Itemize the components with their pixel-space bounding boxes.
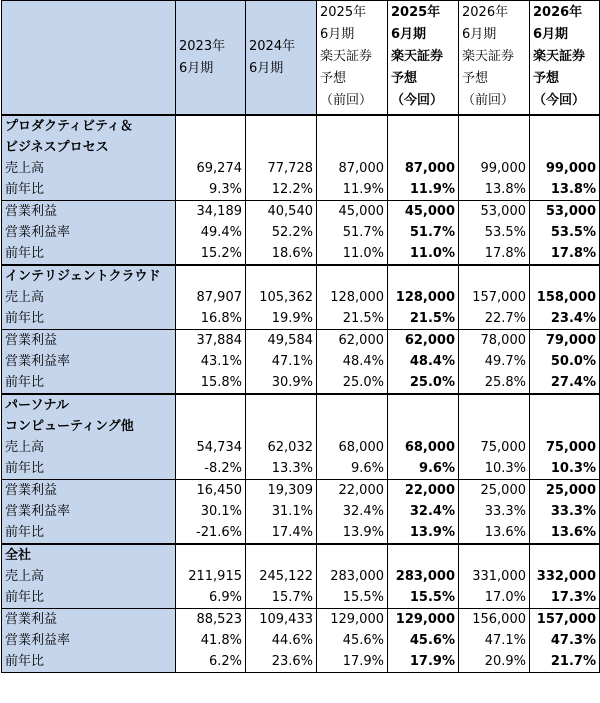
value-cell: 30.9% — [246, 372, 317, 394]
value-cell: 105,362 — [246, 287, 317, 308]
value-cell: 62,000 — [317, 330, 388, 352]
value-cell: 51.7% — [317, 222, 388, 243]
empty-cell — [530, 115, 600, 137]
value-cell: 48.4% — [317, 351, 388, 372]
value-cell: 40,540 — [246, 201, 317, 223]
value-cell: 27.4% — [530, 372, 600, 394]
value-cell: 78,000 — [459, 330, 530, 352]
value-cell: 25.8% — [459, 372, 530, 394]
table-row — [2, 351, 600, 372]
empty-cell — [388, 416, 459, 437]
value-cell: 21.7% — [530, 651, 600, 673]
value-cell: 75,000 — [459, 437, 530, 458]
empty-cell — [459, 115, 530, 137]
empty-cell — [246, 115, 317, 137]
value-cell: 77,728 — [246, 158, 317, 179]
value-cell: 25,000 — [530, 480, 600, 502]
value-cell: 20.9% — [459, 651, 530, 673]
value-cell: 22,000 — [317, 480, 388, 502]
value-cell: 211,915 — [176, 566, 246, 587]
row-label: 営業利益率 — [2, 630, 176, 651]
value-cell: 156,000 — [459, 609, 530, 631]
segment-name: パーソナル — [2, 394, 176, 416]
value-cell: 62,032 — [246, 437, 317, 458]
table-row — [2, 630, 600, 651]
value-cell: -21.6% — [176, 522, 246, 544]
value-cell: 47.3% — [530, 630, 600, 651]
value-cell: 19.9% — [246, 308, 317, 330]
value-cell: 11.9% — [317, 179, 388, 201]
value-cell: 48.4% — [388, 351, 459, 372]
empty-cell — [317, 394, 388, 416]
row-label: 前年比 — [2, 179, 176, 201]
table-body — [2, 115, 600, 673]
value-cell: 87,000 — [317, 158, 388, 179]
value-cell: 12.2% — [246, 179, 317, 201]
value-cell: 15.5% — [317, 587, 388, 609]
header-fy2025-current: 2025年 6月期 楽天証券 予想 （今回） — [388, 1, 459, 116]
segment-header-row — [2, 137, 600, 158]
empty-cell — [317, 416, 388, 437]
value-cell: 15.8% — [176, 372, 246, 394]
empty-cell — [530, 394, 600, 416]
segment-name: プロダクティビティ＆ — [2, 115, 176, 137]
value-cell: 332,000 — [530, 566, 600, 587]
value-cell: 13.9% — [317, 522, 388, 544]
empty-cell — [176, 115, 246, 137]
empty-cell — [459, 137, 530, 158]
table-row — [2, 179, 600, 201]
value-cell: 6.2% — [176, 651, 246, 673]
value-cell: 157,000 — [530, 609, 600, 631]
segment-header-row — [2, 544, 600, 566]
value-cell: 19,309 — [246, 480, 317, 502]
value-cell: 47.1% — [246, 351, 317, 372]
value-cell: 245,122 — [246, 566, 317, 587]
value-cell: 31.1% — [246, 501, 317, 522]
value-cell: 79,000 — [530, 330, 600, 352]
empty-cell — [459, 394, 530, 416]
row-label: 売上高 — [2, 566, 176, 587]
table-row — [2, 522, 600, 544]
forecast-table — [1, 0, 600, 673]
value-cell: 22,000 — [388, 480, 459, 502]
table-row — [2, 222, 600, 243]
empty-cell — [317, 544, 388, 566]
segment-name: インテリジェントクラウド — [2, 265, 176, 287]
empty-cell — [459, 265, 530, 287]
value-cell: 283,000 — [388, 566, 459, 587]
table-row — [2, 651, 600, 673]
table-row — [2, 243, 600, 265]
empty-cell — [246, 394, 317, 416]
row-label: 前年比 — [2, 587, 176, 609]
value-cell: 49.7% — [459, 351, 530, 372]
empty-cell — [388, 115, 459, 137]
table-row — [2, 308, 600, 330]
row-label: 前年比 — [2, 522, 176, 544]
value-cell: 45,000 — [317, 201, 388, 223]
value-cell: 17.0% — [459, 587, 530, 609]
row-label: 営業利益率 — [2, 351, 176, 372]
value-cell: 49.4% — [176, 222, 246, 243]
value-cell: 45.6% — [317, 630, 388, 651]
value-cell: 17.9% — [317, 651, 388, 673]
row-label: 営業利益率 — [2, 501, 176, 522]
table-row — [2, 480, 600, 502]
value-cell: 32.4% — [388, 501, 459, 522]
row-label: 売上高 — [2, 287, 176, 308]
value-cell: 17.4% — [246, 522, 317, 544]
value-cell: 13.6% — [459, 522, 530, 544]
table-row — [2, 287, 600, 308]
value-cell: 47.1% — [459, 630, 530, 651]
row-label: 前年比 — [2, 458, 176, 480]
value-cell: 17.3% — [530, 587, 600, 609]
empty-cell — [176, 265, 246, 287]
table-row — [2, 609, 600, 631]
header-row — [2, 1, 600, 116]
table-row — [2, 587, 600, 609]
value-cell: 99,000 — [530, 158, 600, 179]
value-cell: 16,450 — [176, 480, 246, 502]
value-cell: 9.6% — [317, 458, 388, 480]
value-cell: 15.7% — [246, 587, 317, 609]
table-row — [2, 201, 600, 223]
segment-header-row — [2, 115, 600, 137]
value-cell: 68,000 — [388, 437, 459, 458]
value-cell: 157,000 — [459, 287, 530, 308]
value-cell: 25.0% — [317, 372, 388, 394]
value-cell: 53,000 — [530, 201, 600, 223]
empty-cell — [530, 416, 600, 437]
row-label: 営業利益率 — [2, 222, 176, 243]
segment-header-row — [2, 265, 600, 287]
value-cell: 87,907 — [176, 287, 246, 308]
value-cell: 88,523 — [176, 609, 246, 631]
value-cell: 43.1% — [176, 351, 246, 372]
value-cell: 44.6% — [246, 630, 317, 651]
row-label: 売上高 — [2, 158, 176, 179]
row-label: 前年比 — [2, 308, 176, 330]
value-cell: 21.5% — [388, 308, 459, 330]
empty-cell — [317, 265, 388, 287]
value-cell: 6.9% — [176, 587, 246, 609]
value-cell: 33.3% — [459, 501, 530, 522]
value-cell: 17.9% — [388, 651, 459, 673]
value-cell: 109,433 — [246, 609, 317, 631]
value-cell: 15.2% — [176, 243, 246, 265]
value-cell: 11.0% — [388, 243, 459, 265]
table-row — [2, 372, 600, 394]
value-cell: 23.4% — [530, 308, 600, 330]
empty-cell — [388, 265, 459, 287]
value-cell: 129,000 — [317, 609, 388, 631]
value-cell: 62,000 — [388, 330, 459, 352]
value-cell: 15.5% — [388, 587, 459, 609]
row-label: 営業利益 — [2, 609, 176, 631]
row-label: 営業利益 — [2, 201, 176, 223]
value-cell: 128,000 — [388, 287, 459, 308]
empty-cell — [388, 544, 459, 566]
row-label: 営業利益 — [2, 330, 176, 352]
row-label: 前年比 — [2, 243, 176, 265]
segment-header-row — [2, 416, 600, 437]
value-cell: 13.3% — [246, 458, 317, 480]
value-cell: 99,000 — [459, 158, 530, 179]
table-row — [2, 458, 600, 480]
empty-cell — [530, 137, 600, 158]
value-cell: 21.5% — [317, 308, 388, 330]
value-cell: 331,000 — [459, 566, 530, 587]
empty-cell — [176, 137, 246, 158]
value-cell: 10.3% — [530, 458, 600, 480]
value-cell: 68,000 — [317, 437, 388, 458]
value-cell: 53.5% — [530, 222, 600, 243]
empty-cell — [459, 544, 530, 566]
value-cell: 13.9% — [388, 522, 459, 544]
segment-name: 全社 — [2, 544, 176, 566]
value-cell: 49,584 — [246, 330, 317, 352]
empty-cell — [388, 137, 459, 158]
table-row — [2, 566, 600, 587]
value-cell: 69,274 — [176, 158, 246, 179]
empty-cell — [388, 394, 459, 416]
value-cell: 25,000 — [459, 480, 530, 502]
table-row — [2, 330, 600, 352]
value-cell: 53.5% — [459, 222, 530, 243]
header-fy2026-previous: 2026年 6月期 楽天証券 予想 （前回） — [459, 1, 530, 116]
value-cell: 51.7% — [388, 222, 459, 243]
header-fy2025-previous: 2025年 6月期 楽天証券 予想 （前回） — [317, 1, 388, 116]
table-row — [2, 437, 600, 458]
value-cell: 158,000 — [530, 287, 600, 308]
value-cell: 22.7% — [459, 308, 530, 330]
value-cell: 30.1% — [176, 501, 246, 522]
row-label: 営業利益 — [2, 480, 176, 502]
value-cell: 45.6% — [388, 630, 459, 651]
value-cell: 54,734 — [176, 437, 246, 458]
empty-cell — [530, 544, 600, 566]
value-cell: 32.4% — [317, 501, 388, 522]
empty-cell — [459, 416, 530, 437]
value-cell: 13.8% — [530, 179, 600, 201]
value-cell: 41.8% — [176, 630, 246, 651]
empty-cell — [176, 394, 246, 416]
value-cell: 37,884 — [176, 330, 246, 352]
segment-header-row — [2, 394, 600, 416]
value-cell: 33.3% — [530, 501, 600, 522]
value-cell: 16.8% — [176, 308, 246, 330]
value-cell: 17.8% — [530, 243, 600, 265]
empty-cell — [530, 265, 600, 287]
empty-cell — [176, 544, 246, 566]
empty-cell — [246, 544, 317, 566]
segment-name: コンピューティング他 — [2, 416, 176, 437]
value-cell: 9.3% — [176, 179, 246, 201]
value-cell: 11.0% — [317, 243, 388, 265]
value-cell: 128,000 — [317, 287, 388, 308]
empty-cell — [317, 137, 388, 158]
value-cell: 23.6% — [246, 651, 317, 673]
empty-cell — [246, 416, 317, 437]
empty-cell — [246, 265, 317, 287]
row-label: 前年比 — [2, 651, 176, 673]
header-fy2023: 2023年 6月期 — [176, 1, 246, 116]
value-cell: 129,000 — [388, 609, 459, 631]
row-label: 売上高 — [2, 437, 176, 458]
value-cell: 10.3% — [459, 458, 530, 480]
value-cell: 87,000 — [388, 158, 459, 179]
value-cell: 34,189 — [176, 201, 246, 223]
header-fy2026-current: 2026年 6月期 楽天証券 予想 （今回） — [530, 1, 600, 116]
value-cell: 17.8% — [459, 243, 530, 265]
value-cell: 13.6% — [530, 522, 600, 544]
empty-cell — [176, 416, 246, 437]
value-cell: 25.0% — [388, 372, 459, 394]
segment-name: ビジネスプロセス — [2, 137, 176, 158]
value-cell: 53,000 — [459, 201, 530, 223]
value-cell: 18.6% — [246, 243, 317, 265]
table-row — [2, 501, 600, 522]
table-row — [2, 158, 600, 179]
value-cell: 9.6% — [388, 458, 459, 480]
value-cell: 45,000 — [388, 201, 459, 223]
value-cell: 11.9% — [388, 179, 459, 201]
header-fy2024: 2024年 6月期 — [246, 1, 317, 116]
value-cell: 13.8% — [459, 179, 530, 201]
value-cell: 283,000 — [317, 566, 388, 587]
value-cell: 50.0% — [530, 351, 600, 372]
row-label: 前年比 — [2, 372, 176, 394]
value-cell: -8.2% — [176, 458, 246, 480]
value-cell: 75,000 — [530, 437, 600, 458]
empty-cell — [317, 115, 388, 137]
header-corner-cell — [2, 1, 176, 116]
empty-cell — [246, 137, 317, 158]
value-cell: 52.2% — [246, 222, 317, 243]
